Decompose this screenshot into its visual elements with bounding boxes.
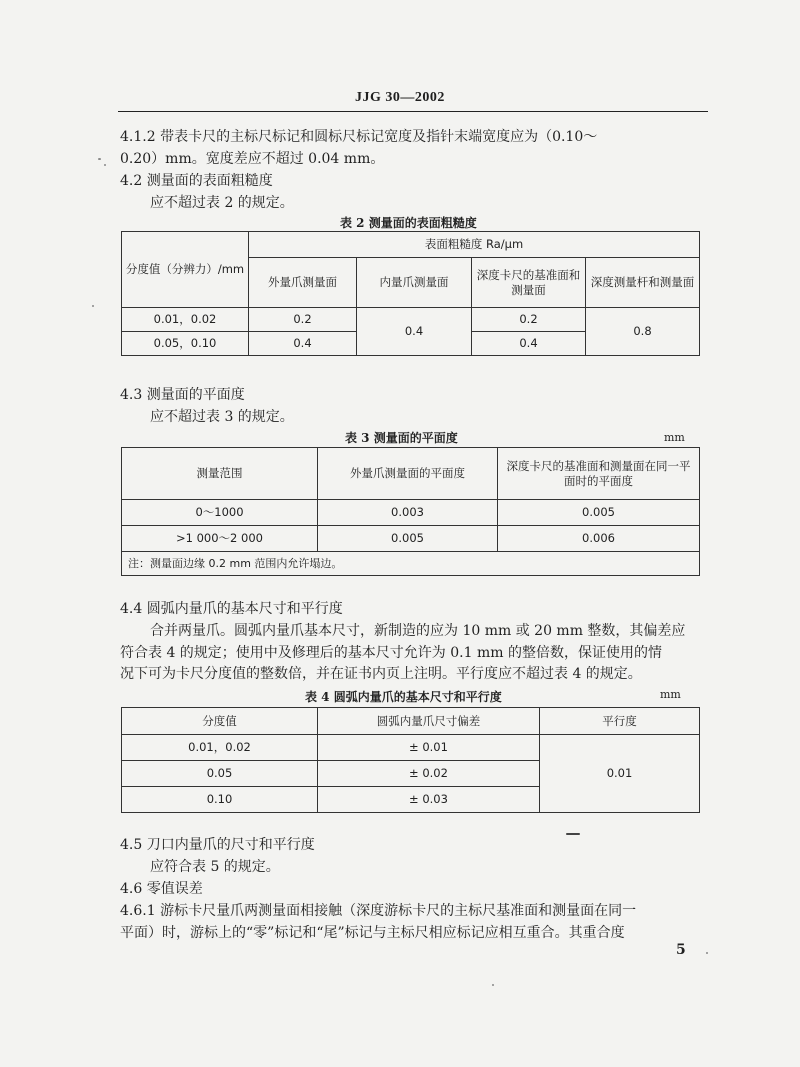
section-4-4-line-3: 况下可为卡尺分度值的整数倍，并在证书内页上注明。平行度应不超过表 4 的规定。 bbox=[120, 666, 642, 682]
table-4-cell-division: 0.01，0.02 bbox=[122, 735, 318, 761]
table-3-header-outer: 外量爪测量面的平面度 bbox=[318, 448, 498, 500]
clause-4-1-2-line-2: 0.20）mm。宽度差应不超过 0.04 mm。 bbox=[120, 151, 385, 167]
table-2-header-rod: 深度测量杆和测量面 bbox=[586, 258, 700, 308]
scan-speck bbox=[566, 833, 580, 835]
table-2-cell-outer: 0.2 bbox=[249, 308, 357, 332]
scan-speck bbox=[492, 984, 494, 986]
table-3-unit: mm bbox=[664, 431, 685, 444]
page-number: 5 bbox=[676, 942, 686, 958]
section-4-4-line-1: 合并两量爪。圆弧内量爪基本尺寸，新制造的应为 10 mm 或 20 mm 整数，其偏差应 bbox=[150, 623, 686, 639]
table-4 bbox=[121, 707, 700, 813]
table-3-caption: 表 3 测量面的平面度 bbox=[345, 431, 458, 445]
table-2 bbox=[121, 231, 700, 356]
table-3-cell-depth: 0.005 bbox=[498, 500, 700, 526]
table-4-cell-deviation: ± 0.03 bbox=[318, 787, 540, 813]
table-2-header-inner: 内量爪测量面 bbox=[357, 258, 472, 308]
clause-4-6-1-line-1: 4.6.1 游标卡尺量爪两测量面相接触（深度游标卡尺的主标尺基准面和测量面在同一 bbox=[120, 903, 637, 919]
scan-speck bbox=[92, 305, 94, 307]
table-2-cell-division: 0.05，0.10 bbox=[122, 332, 249, 356]
table-4-cell-division: 0.05 bbox=[122, 761, 318, 787]
table-3-cell-range: 0～1000 bbox=[122, 500, 318, 526]
table-3-header-depth: 深度卡尺的基准面和测量面在同一平面时的平面度 bbox=[498, 448, 700, 500]
table-4-cell-deviation: ± 0.02 bbox=[318, 761, 540, 787]
table-3-header-range: 测量范围 bbox=[122, 448, 318, 500]
table-4-caption: 表 4 圆弧内量爪的基本尺寸和平行度 bbox=[305, 690, 502, 704]
clause-4-1-2-line-1: 4.1.2 带表卡尺的主标尺标记和圆标尺标记宽度及指针末端宽度应为（0.10～ bbox=[120, 129, 598, 145]
scan-speck bbox=[706, 952, 708, 954]
scan-speck bbox=[98, 158, 101, 160]
document-header: JJG 30—2002 bbox=[355, 90, 445, 105]
section-4-5-body: 应符合表 5 的规定。 bbox=[150, 859, 280, 875]
table-2-header-outer: 外量爪测量面 bbox=[249, 258, 357, 308]
table-row bbox=[122, 526, 700, 552]
section-4-2-title: 4.2 测量面的表面粗糙度 bbox=[120, 173, 273, 189]
section-4-5-title: 4.5 刀口内量爪的尺寸和平行度 bbox=[120, 837, 315, 853]
clause-4-6-1-line-2: 平面）时，游标上的“零”标记和“尾”标记与主标尺相应标记应相互重合。其重合度 bbox=[120, 925, 625, 941]
scan-speck bbox=[104, 164, 106, 166]
section-4-4-title: 4.4 圆弧内量爪的基本尺寸和平行度 bbox=[120, 601, 343, 617]
table-2-cell-rod: 0.8 bbox=[586, 308, 700, 356]
table-2-header-roughness: 表面粗糙度 Ra/μm bbox=[249, 232, 700, 258]
section-4-4-line-2: 符合表 4 的规定；使用中及修理后的基本尺寸允许为 0.1 mm 的整倍数，保证使用的情 bbox=[120, 645, 662, 661]
table-4-header-parallelism: 平行度 bbox=[540, 708, 700, 735]
table-4-cell-parallelism: 0.01 bbox=[540, 735, 700, 813]
header-rule bbox=[118, 111, 708, 112]
table-3-cell-range: >1 000～2 000 bbox=[122, 526, 318, 552]
section-4-3-title: 4.3 测量面的平面度 bbox=[120, 387, 245, 403]
table-row bbox=[122, 735, 700, 761]
table-4-header-division: 分度值 bbox=[122, 708, 318, 735]
table-2-cell-depth: 0.2 bbox=[472, 308, 586, 332]
section-4-2-body: 应不超过表 2 的规定。 bbox=[150, 195, 294, 211]
table-3-cell-outer: 0.003 bbox=[318, 500, 498, 526]
table-2-header-division: 分度值（分辨力）/mm bbox=[122, 232, 249, 308]
table-4-cell-division: 0.10 bbox=[122, 787, 318, 813]
table-3 bbox=[121, 447, 700, 576]
table-4-unit: mm bbox=[660, 688, 681, 701]
table-2-cell-inner: 0.4 bbox=[357, 308, 472, 356]
table-4-header-deviation: 圆弧内量爪尺寸偏差 bbox=[318, 708, 540, 735]
table-row bbox=[122, 308, 700, 332]
table-2-cell-depth: 0.4 bbox=[472, 332, 586, 356]
section-4-3-body: 应不超过表 3 的规定。 bbox=[150, 409, 294, 425]
table-3-cell-depth: 0.006 bbox=[498, 526, 700, 552]
table-2-cell-division: 0.01，0.02 bbox=[122, 308, 249, 332]
table-3-cell-outer: 0.005 bbox=[318, 526, 498, 552]
table-2-caption: 表 2 测量面的表面粗糙度 bbox=[340, 216, 477, 230]
table-row bbox=[122, 500, 700, 526]
table-3-note: 注：测量面边缘 0.2 mm 范围内允许塌边。 bbox=[122, 552, 700, 576]
section-4-6-title: 4.6 零值误差 bbox=[120, 881, 203, 897]
table-2-header-depth: 深度卡尺的基准面和测量面 bbox=[472, 258, 586, 308]
table-2-cell-outer: 0.4 bbox=[249, 332, 357, 356]
table-4-cell-deviation: ± 0.01 bbox=[318, 735, 540, 761]
